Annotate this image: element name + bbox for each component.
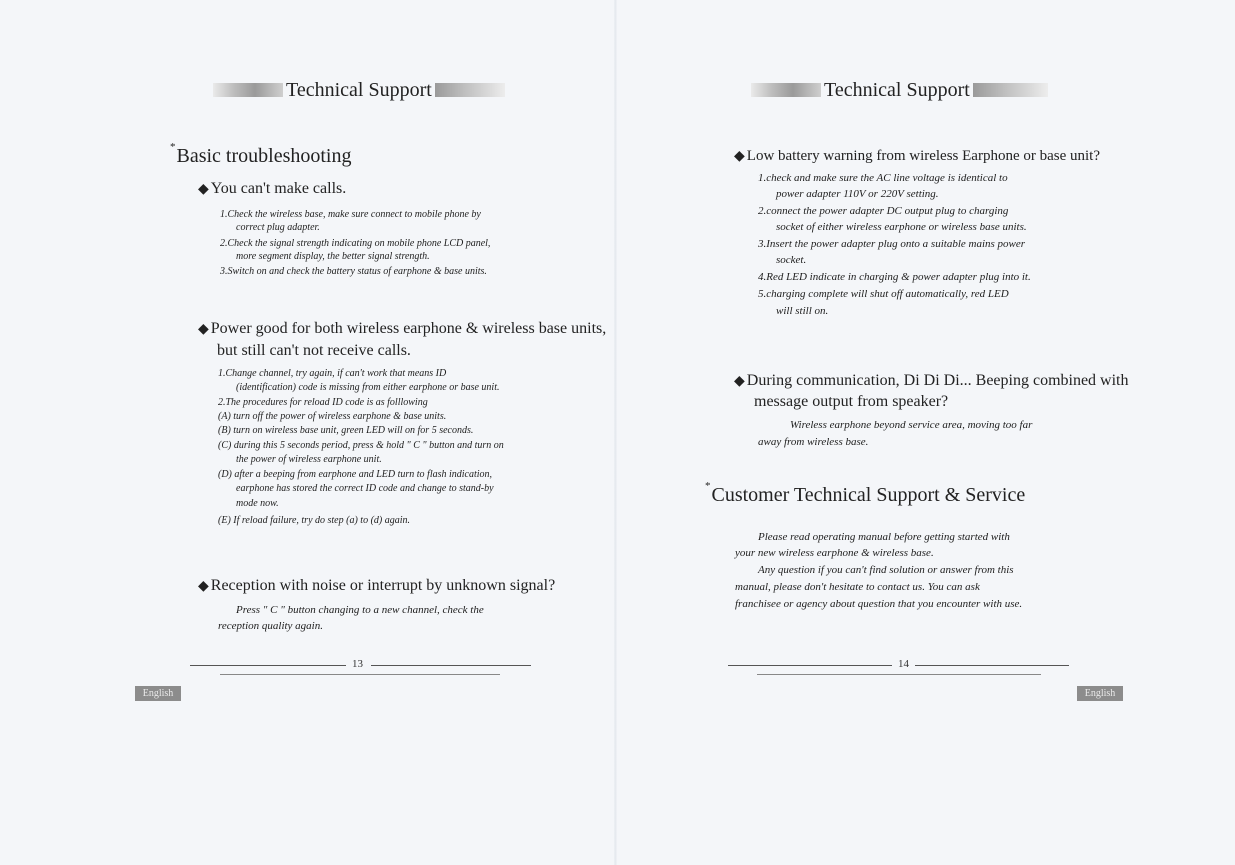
question-title xyxy=(734,148,1100,165)
answer-line: power adapter 110V or 220V setting. xyxy=(776,188,939,200)
header-bar-left xyxy=(751,83,821,97)
marker-icon: * xyxy=(705,480,711,492)
answer-line: 1.check and make sure the AC line voltage is identical to xyxy=(758,172,1008,184)
question-text-cont: message output from speaker? xyxy=(754,393,949,410)
header-bar-right xyxy=(435,83,505,97)
question-title xyxy=(198,180,346,198)
footer-rule-lower xyxy=(757,674,1041,675)
answer-line: reception quality again. xyxy=(218,620,323,632)
page-14 xyxy=(617,0,1235,865)
answer-line: (identification) code is missing from either earphone or base unit. xyxy=(236,382,500,393)
answer-line: (E) If reload failure, try do step (a) to (d) again. xyxy=(218,515,411,526)
answer-line: will still on. xyxy=(776,305,829,317)
answer-line: (A) turn off the power of wireless earphone & base units. xyxy=(218,411,447,422)
answer-line: mode now. xyxy=(236,498,279,509)
question-title xyxy=(198,577,555,595)
answer-line: (C) during this 5 seconds period, press & hold " C " button and turn on xyxy=(218,440,504,451)
footer-rule xyxy=(915,665,1069,666)
answer-line: correct plug adapter. xyxy=(236,222,320,233)
diamond-bullet-icon: ◆ xyxy=(734,149,745,164)
question-text: You can't make calls. xyxy=(210,180,347,197)
question-title xyxy=(734,372,1129,390)
answer-line: Wireless earphone beyond service area, moving too far xyxy=(790,419,1033,431)
answer-line: (B) turn on wireless base unit, green LED will on for 5 seconds. xyxy=(218,425,474,436)
question-text-cont: but still can't not receive calls. xyxy=(217,342,411,359)
service-line: Any question if you can't find solution or answer from this xyxy=(758,564,1014,576)
answer-line: 1.Change channel, try again, if can't work that means ID xyxy=(218,368,447,379)
service-line: Please read operating manual before getting started with xyxy=(758,531,1010,543)
answer-line: 5.charging complete will shut off automatically, red LED xyxy=(758,288,1009,300)
section-title xyxy=(170,141,352,168)
service-line: franchisee or agency about question that you encounter with use. xyxy=(735,598,1023,610)
section-title xyxy=(705,480,1026,507)
answer-line: (D) after a beeping from earphone and LED turn to flash indication, xyxy=(218,469,493,480)
answer-line: 3.Insert the power adapter plug onto a suitable mains power xyxy=(758,238,1026,250)
diamond-bullet-icon: ◆ xyxy=(198,322,209,337)
header-bar-left xyxy=(213,83,283,97)
answer-line: 1.Check the wireless base, make sure connect to mobile phone by xyxy=(220,209,481,220)
answer-line: earphone has stored the correct ID code and change to stand-by xyxy=(236,483,494,494)
footer-rule-lower xyxy=(220,674,500,675)
diamond-bullet-icon: ◆ xyxy=(198,182,209,197)
footer-rule xyxy=(728,665,892,666)
page-header xyxy=(751,78,1048,102)
header-title: Technical Support xyxy=(824,78,970,101)
service-line: your new wireless earphone & wireless base. xyxy=(735,547,934,559)
page-number: 14 xyxy=(898,658,909,670)
answer-line: socket of either wireless earphone or wireless base units. xyxy=(776,221,1027,233)
question-text: Low battery warning from wireless Earphone or base unit? xyxy=(746,148,1100,164)
question-text: Power good for both wireless earphone & wireless base units, xyxy=(210,320,607,337)
service-line: manual, please don't hesitate to contact us. You can ask xyxy=(735,581,980,593)
answer-line: away from wireless base. xyxy=(758,436,869,448)
answer-line: Press " C " button changing to a new channel, check the xyxy=(236,604,484,616)
answer-line: 2.connect the power adapter DC output plug to charging xyxy=(758,205,1009,217)
page-number: 13 xyxy=(352,658,363,670)
header-bar-right xyxy=(973,83,1048,97)
language-tab: English xyxy=(135,686,181,701)
answer-line: 2.The procedures for reload ID code is as folllowing xyxy=(218,397,428,408)
language-tab: English xyxy=(1077,686,1123,701)
diamond-bullet-icon: ◆ xyxy=(198,579,209,594)
answer-line: the power of wireless earphone unit. xyxy=(236,454,382,465)
section-title-text: Customer Technical Support & Service xyxy=(711,484,1026,506)
section-title-text: Basic troubleshooting xyxy=(176,145,352,167)
answer-line: socket. xyxy=(776,254,807,266)
header-title: Technical Support xyxy=(286,78,432,101)
page-header xyxy=(213,78,505,102)
answer-line: 3.Switch on and check the battery status of earphone & base units. xyxy=(220,266,487,277)
question-title xyxy=(198,320,606,338)
footer-rule xyxy=(371,665,531,666)
marker-icon: * xyxy=(170,141,176,153)
answer-line: more segment display, the better signal strength. xyxy=(236,251,430,262)
question-text: Reception with noise or interrupt by unknown signal? xyxy=(210,577,556,594)
diamond-bullet-icon: ◆ xyxy=(734,374,745,389)
answer-line: 2.Check the signal strength indicating on mobile phone LCD panel, xyxy=(220,238,491,249)
page-13 xyxy=(0,0,615,865)
answer-line: 4.Red LED indicate in charging & power adapter plug into it. xyxy=(758,271,1031,283)
footer-rule xyxy=(190,665,346,666)
question-text: During communication, Di Di Di... Beeping combined with xyxy=(746,372,1129,389)
